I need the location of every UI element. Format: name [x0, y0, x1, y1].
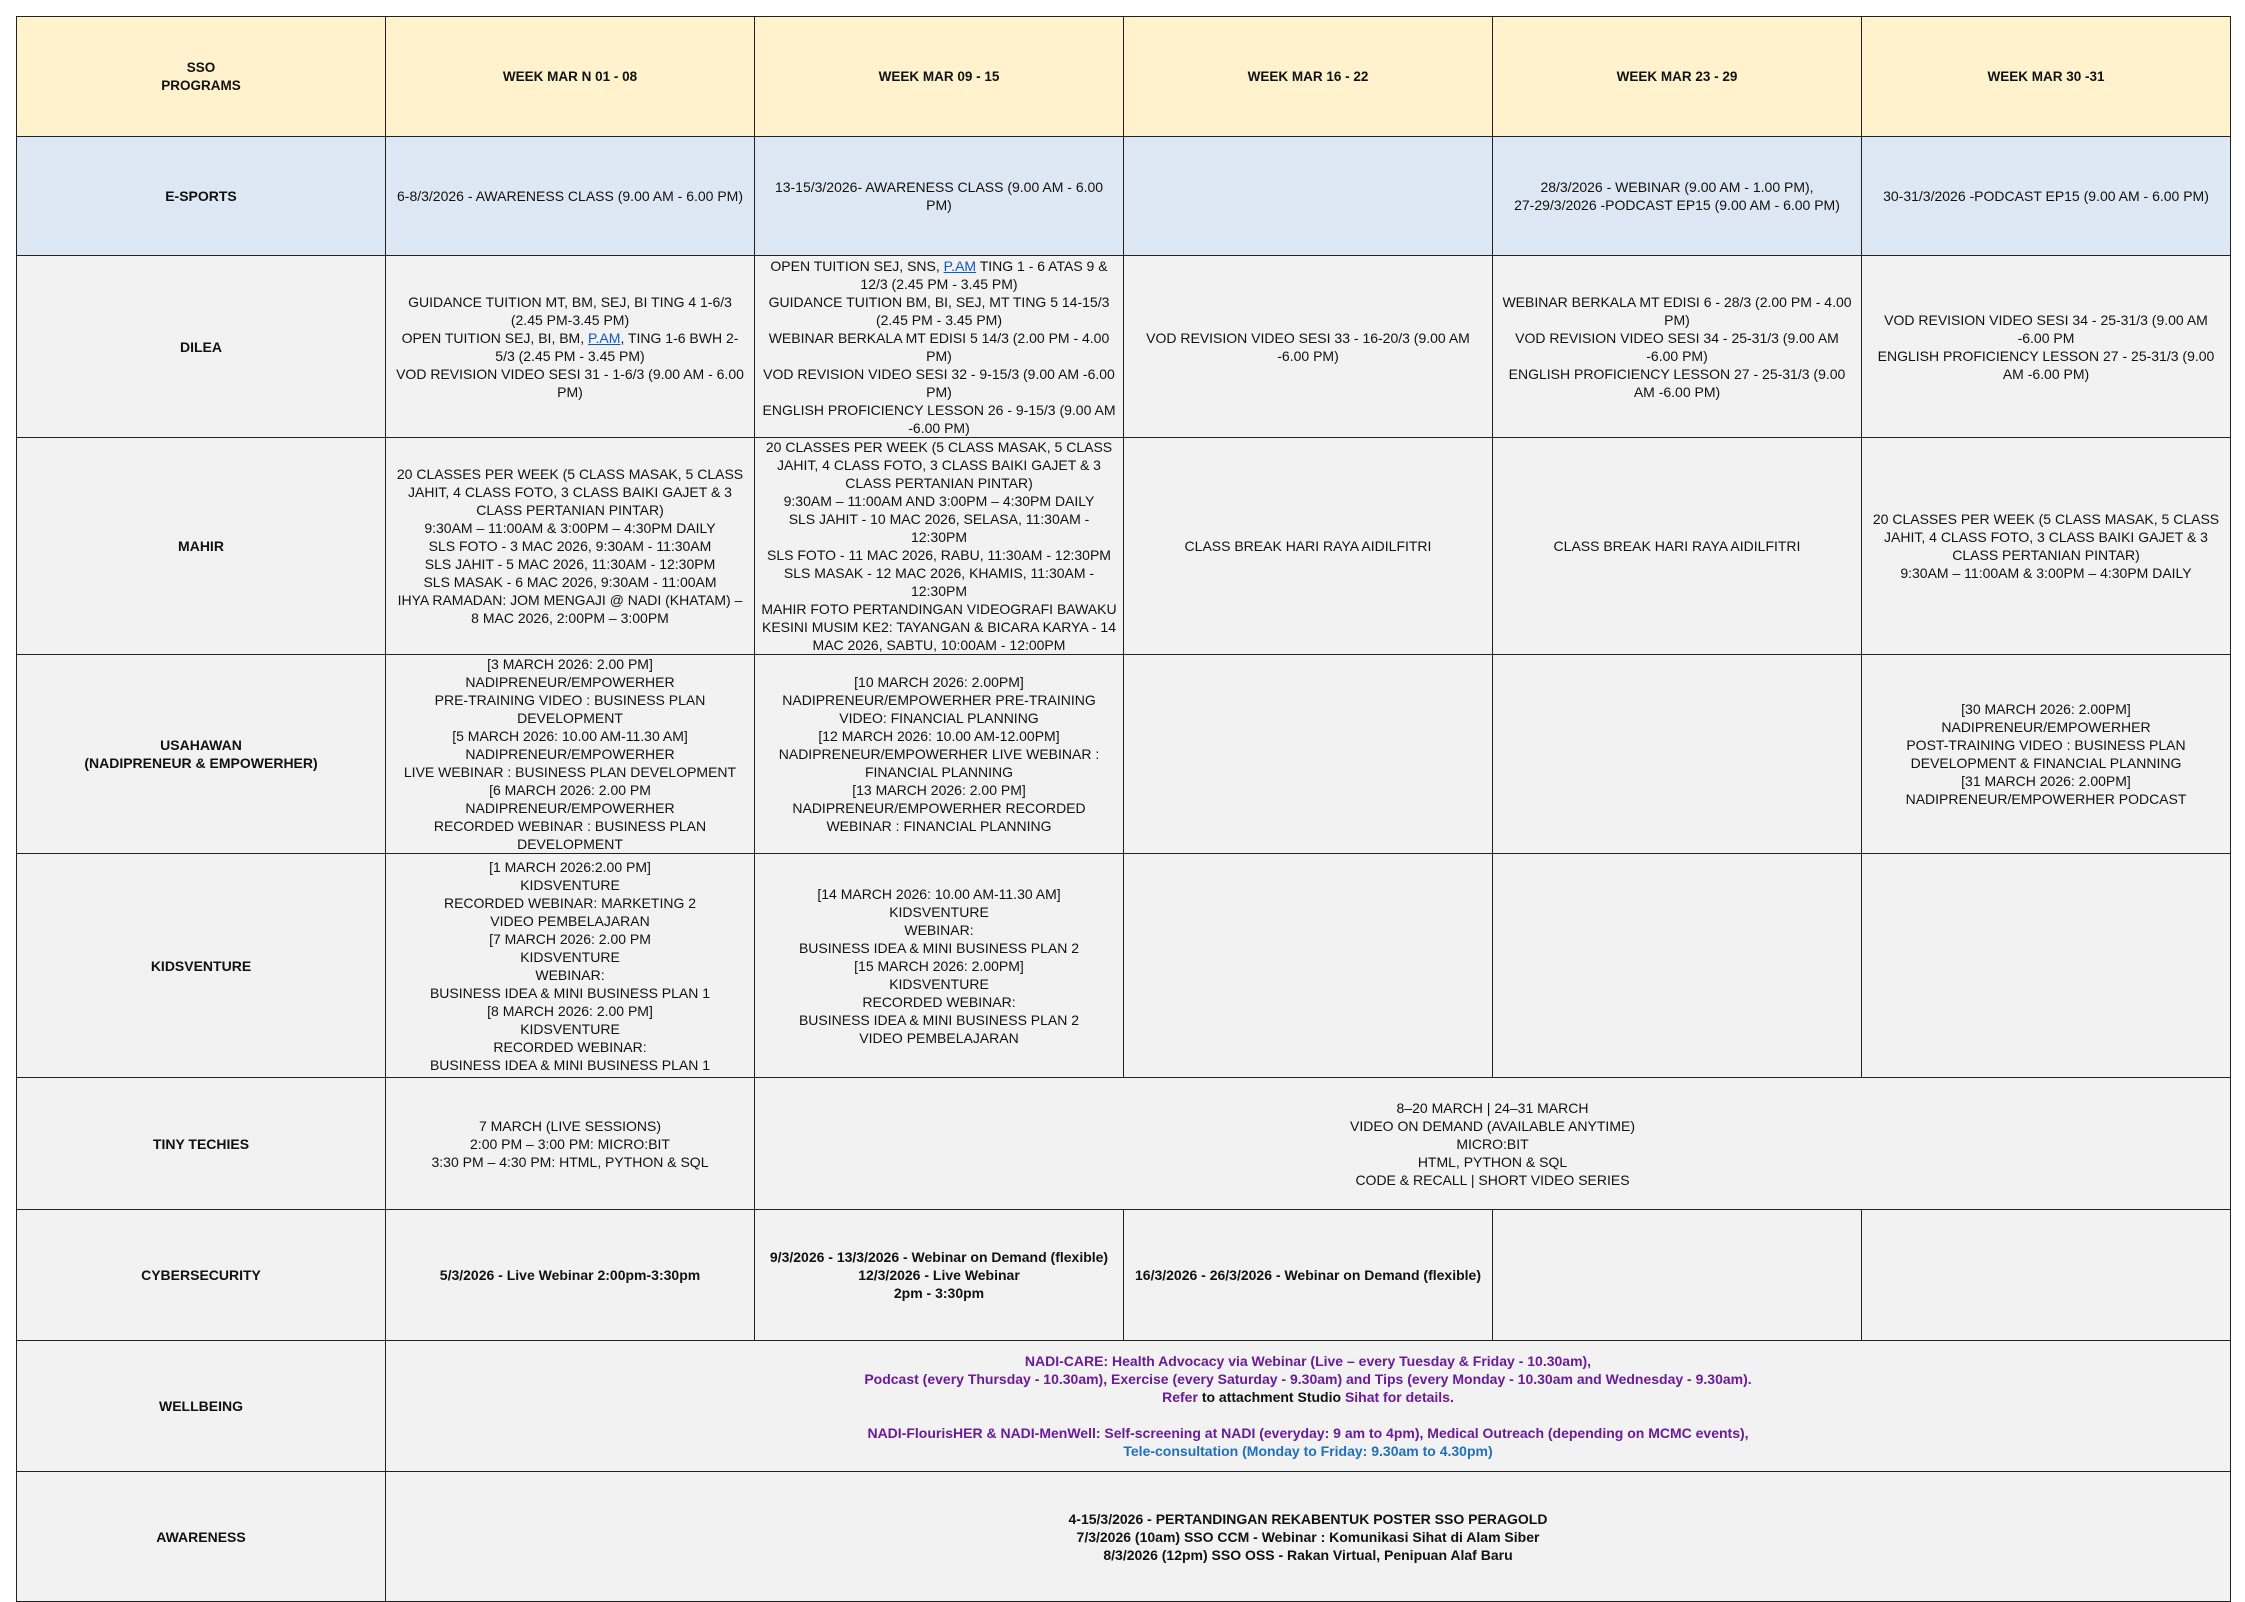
usahawan-w2-line: [10 MARCH 2026: 2.00PM]	[854, 674, 1024, 690]
dilea-w1-line2-post: , TING 1-6 BWH 2-5/3 (2.45 PM - 3.45 PM)	[495, 329, 739, 364]
esports-week-1: 6-8/3/2026 - AWARENESS CLASS (9.00 AM - 6.00 PM)	[386, 137, 755, 256]
esports-week-4	[1493, 137, 1862, 256]
usahawan-w1-line: [3 MARCH 2026: 2.00 PM]	[487, 656, 653, 672]
usahawan-week-3	[1124, 655, 1493, 854]
row-awareness	[17, 1472, 2231, 1602]
usahawan-w1-line: LIVE WEBINAR : BUSINESS PLAN DEVELOPMENT	[403, 764, 737, 780]
tiny-rest-line: MICRO:BIT	[1456, 1135, 1529, 1152]
dilea-w2-line2: GUIDANCE TUITION BM, BI, SEJ, MT TING 5 14-15/3 (2.45 PM - 3.45 PM)	[768, 293, 1110, 328]
usahawan-w1-line: [6 MARCH 2026: 2.00 PM	[489, 782, 651, 798]
tiny-rest-line: CODE & RECALL | SHORT VIDEO SERIES	[1355, 1171, 1630, 1188]
kids-w1-line: VIDEO PEMBELAJARAN	[490, 912, 650, 929]
kids-w1-line: KIDSVENTURE	[520, 1020, 620, 1037]
program-schedule-table	[16, 16, 2231, 1602]
pam-link[interactable]: P.AM	[943, 257, 977, 274]
row-kidsventure	[17, 854, 2231, 1078]
esports-week-2: 13-15/3/2026- AWARENESS CLASS (9.00 AM - 6.00 PM)	[755, 137, 1124, 256]
kids-w2-line: WEBINAR:	[904, 921, 974, 938]
usahawan-week-4	[1493, 655, 1862, 854]
kidsventure-week-5	[1862, 854, 2231, 1078]
esports-week-5: 30-31/3/2026 -PODCAST EP15 (9.00 AM - 6.00 PM)	[1862, 137, 2231, 256]
usahawan-w2-line: NADIPRENEUR/EMPOWERHER PRE-TRAINING VIDEO: FINANCIAL PLANNING	[782, 692, 1096, 726]
esports-week-3	[1124, 137, 1493, 256]
awareness-line: 7/3/2026 (10am) SSO CCM - Webinar : Komunikasi Sihat di Alam Siber	[1076, 1528, 1540, 1545]
awareness-line: 8/3/2026 (12pm) SSO OSS - Rakan Virtual, Penipuan Alaf Baru	[1103, 1546, 1513, 1563]
header-programs-line2: PROGRAMS	[161, 77, 241, 93]
kids-w1-line: RECORDED WEBINAR: MARKETING 2	[443, 894, 697, 911]
dilea-w1-line2	[392, 329, 748, 365]
row-usahawan	[17, 655, 2231, 854]
usahawan-w1-line: PRE-TRAINING VIDEO : BUSINESS PLAN DEVELOPMENT	[434, 692, 706, 726]
dilea-w1-line3: VOD REVISION VIDEO SESI 31 - 1-6/3 (9.00 AM - 6.00 PM)	[396, 365, 744, 400]
mahir-w2-line3: SLS JAHIT - 10 MAC 2026, SELASA, 11:30AM - 12:30PM	[788, 511, 1090, 545]
mahir-w1-line4: SLS JAHIT - 5 MAC 2026, 11:30AM - 12:30PM	[424, 556, 716, 572]
header-programs-line1: SSO	[186, 59, 216, 75]
tiny-w1-line: 7 MARCH (LIVE SESSIONS)	[478, 1117, 662, 1134]
mahir-w2-line5: SLS MASAK - 12 MAC 2026, KHAMIS, 11:30AM - 12:30PM	[783, 565, 1095, 599]
cyber-week-2	[755, 1210, 1124, 1341]
usahawan-w5-line: [30 MARCH 2026: 2.00PM]	[1961, 701, 2131, 717]
usahawan-w2-line: NADIPRENEUR/EMPOWERHER RECORDED WEBINAR : FINANCIAL PLANNING	[792, 800, 1086, 834]
dilea-w4-line3: ENGLISH PROFICIENCY LESSON 27 - 25-31/3 (9.00 AM -6.00 PM)	[1508, 365, 1846, 400]
mahir-w1-line5: SLS MASAK - 6 MAC 2026, 9:30AM - 11:00AM	[423, 574, 717, 590]
wellbeing-attachment: to attachment Studio	[1201, 1389, 1342, 1405]
usahawan-w1-line: [5 MARCH 2026: 10.00 AM-11.30 AM]	[452, 728, 688, 744]
tiny-rest-line: VIDEO ON DEMAND (AVAILABLE ANYTIME)	[1350, 1117, 1635, 1134]
tiny-w1-line: 3:30 PM – 4:30 PM: HTML, PYTHON & SQL	[431, 1153, 709, 1170]
cyber-w2-line: 9/3/2026 - 13/3/2026 - Webinar on Demand (flexible)	[769, 1249, 1109, 1265]
row-dilea	[17, 256, 2231, 438]
tiny-week-1	[386, 1078, 755, 1210]
usahawan-w2-line: NADIPRENEUR/EMPOWERHER LIVE WEBINAR : FINANCIAL PLANNING	[778, 746, 1100, 780]
mahir-week-1	[386, 438, 755, 655]
dilea-w5-line1: VOD REVISION VIDEO SESI 34 - 25-31/3 (9.00 AM -6.00 PM	[1884, 311, 2208, 346]
header-week-3: WEEK MAR 16 - 22	[1124, 17, 1493, 137]
mahir-w1-line3: SLS FOTO - 3 MAC 2026, 9:30AM - 11:30AM	[428, 538, 712, 554]
kids-w1-line: KIDSVENTURE	[520, 948, 620, 965]
cyber-w2-line: 12/3/2026 - Live Webinar	[858, 1267, 1020, 1283]
program-tiny-techies: TINY TECHIES	[17, 1078, 386, 1210]
cyber-w2-line: 2pm - 3:30pm	[893, 1285, 985, 1301]
header-week-2: WEEK MAR 09 - 15	[755, 17, 1124, 137]
mahir-w2-line4: SLS FOTO - 11 MAC 2026, RABU, 11:30AM - 12:30PM	[767, 547, 1111, 563]
wellbeing-all-weeks	[386, 1341, 2231, 1472]
kids-w1-line: [7 MARCH 2026: 2.00 PM	[489, 930, 651, 947]
tiny-rest-line: HTML, PYTHON & SQL	[1417, 1153, 1568, 1170]
dilea-w2-line1-post: TING 1 - 6 ATAS 9 & 12/3 (2.45 PM - 3.45 PM)	[860, 257, 1108, 292]
program-cybersecurity: CYBERSECURITY	[17, 1210, 386, 1341]
kids-w1-line: KIDSVENTURE	[520, 876, 620, 893]
usahawan-week-1	[386, 655, 755, 854]
dilea-week-3: VOD REVISION VIDEO SESI 33 - 16-20/3 (9.00 AM -6.00 PM)	[1124, 256, 1493, 438]
kids-w2-line: [14 MARCH 2026: 10.00 AM-11.30 AM]	[817, 885, 1061, 902]
awareness-line: 4-15/3/2026 - PERTANDINGAN REKABENTUK POSTER SSO PERAGOLD	[1068, 1510, 1548, 1527]
header-week-5: WEEK MAR 30 -31	[1862, 17, 2231, 137]
wellbeing-refer: Refer	[1162, 1389, 1198, 1405]
usahawan-week-2	[755, 655, 1124, 854]
kids-w2-line: KIDSVENTURE	[889, 975, 989, 992]
program-esports: E-SPORTS	[17, 137, 386, 256]
dilea-w2-line4: VOD REVISION VIDEO SESI 32 - 9-15/3 (9.00 AM -6.00 PM)	[763, 365, 1115, 400]
usahawan-w5-line: POST-TRAINING VIDEO : BUSINESS PLAN DEVELOPMENT & FINANCIAL PLANNING	[1906, 737, 2186, 771]
program-awareness: AWARENESS	[17, 1472, 386, 1602]
program-mahir: MAHIR	[17, 438, 386, 655]
kids-w1-line: RECORDED WEBINAR:	[493, 1038, 647, 1055]
row-mahir	[17, 438, 2231, 655]
usahawan-w1-line: RECORDED WEBINAR : BUSINESS PLAN DEVELOPMENT	[433, 818, 707, 852]
header-row	[17, 17, 2231, 137]
mahir-w5-line1: 20 CLASSES PER WEEK (5 CLASS MASAK, 5 CLASS JAHIT, 4 CLASS FOTO, 3 CLASS BAIKI GAJET & 3 CLASS PERTANIAN PINTAR)	[1872, 511, 2220, 563]
mahir-w1-line2: 9:30AM – 11:00AM & 3:00PM – 4:30PM DAILY	[424, 520, 716, 536]
row-esports	[17, 137, 2231, 256]
mahir-w1-line1: 20 CLASSES PER WEEK (5 CLASS MASAK, 5 CLASS JAHIT, 4 CLASS FOTO, 3 CLASS BAIKI GAJET & 3 CLASS PERTANIAN PINTAR)	[396, 466, 744, 518]
row-tiny-techies	[17, 1078, 2231, 1210]
usahawan-w2-line: [12 MARCH 2026: 10.00 AM-12.00PM]	[818, 728, 1060, 744]
pam-link[interactable]: P.AM	[588, 329, 621, 346]
mahir-week-3: CLASS BREAK HARI RAYA AIDILFITRI	[1124, 438, 1493, 655]
kids-w2-line: RECORDED WEBINAR:	[862, 993, 1016, 1010]
dilea-w5-line2: ENGLISH PROFICIENCY LESSON 27 - 25-31/3 (9.00 AM -6.00 PM)	[1877, 347, 2215, 382]
program-usahawan	[17, 655, 386, 854]
usahawan-w1-line: NADIPRENEUR/EMPOWERHER	[465, 746, 675, 762]
row-cybersecurity	[17, 1210, 2231, 1341]
dilea-w2-line3: WEBINAR BERKALA MT EDISI 5 14/3 (2.00 PM - 4.00 PM)	[768, 329, 1110, 364]
mahir-week-4: CLASS BREAK HARI RAYA AIDILFITRI	[1493, 438, 1862, 655]
program-wellbeing: WELLBEING	[17, 1341, 386, 1472]
kidsventure-week-3	[1124, 854, 1493, 1078]
kids-w2-line: VIDEO PEMBELAJARAN	[859, 1029, 1019, 1046]
mahir-w2-line1: 20 CLASSES PER WEEK (5 CLASS MASAK, 5 CLASS JAHIT, 4 CLASS FOTO, 3 CLASS BAIKI GAJET & 3 CLASS PERTANIAN PINTAR)	[765, 439, 1113, 491]
dilea-week-1	[386, 256, 755, 438]
row-wellbeing	[17, 1341, 2231, 1472]
kids-w1-line: BUSINESS IDEA & MINI BUSINESS PLAN 1	[429, 1056, 711, 1073]
mahir-week-5	[1862, 438, 2231, 655]
wellbeing-line5: Tele-consultation (Monday to Friday: 9.30am to 4.30pm)	[1123, 1443, 1493, 1459]
kids-w2-line: BUSINESS IDEA & MINI BUSINESS PLAN 2	[798, 939, 1080, 956]
kidsventure-week-2	[755, 854, 1124, 1078]
header-week-1: WEEK MAR N 01 - 08	[386, 17, 755, 137]
usahawan-name-line1: USAHAWAN	[160, 737, 242, 753]
kids-w1-line: [1 MARCH 2026:2.00 PM]	[489, 858, 651, 875]
esports-w4-line1: 28/3/2026 - WEBINAR (9.00 AM - 1.00 PM),	[1540, 179, 1814, 195]
cyber-week-3: 16/3/2026 - 26/3/2026 - Webinar on Demand (flexible)	[1124, 1210, 1493, 1341]
mahir-w1-line6: IHYA RAMADAN: JOM MENGAJI @ NADI (KHATAM) – 8 MAC 2026, 2:00PM – 3:00PM	[397, 592, 743, 626]
wellbeing-line1: NADI-CARE: Health Advocacy via Webinar (Live – every Tuesday & Friday - 10.30am),	[1024, 1353, 1592, 1369]
dilea-week-2	[755, 256, 1124, 438]
mahir-week-2	[755, 438, 1124, 655]
kids-w1-line: WEBINAR:	[535, 966, 605, 983]
kids-w1-line: [8 MARCH 2026: 2.00 PM]	[487, 1002, 653, 1019]
cyber-week-4	[1493, 1210, 1862, 1341]
tiny-weeks-2-5	[755, 1078, 2231, 1210]
awareness-all-weeks	[386, 1472, 2231, 1602]
header-week-4: WEEK MAR 23 - 29	[1493, 17, 1862, 137]
dilea-week-4	[1493, 256, 1862, 438]
wellbeing-line2: Podcast (every Thursday - 10.30am), Exercise (every Saturday - 9.30am) and Tips (every Monday - 10.30am and Wednesday - 9.30am).	[864, 1371, 1752, 1387]
usahawan-name-line2: (NADIPRENEUR & EMPOWERHER)	[84, 755, 318, 771]
kidsventure-week-4	[1493, 854, 1862, 1078]
wellbeing-line4: NADI-FlourisHER & NADI-MenWell: Self-screening at NADI (everyday: 9 am to 4pm), Medical Outreach (depending on MCMC events),	[867, 1425, 1749, 1441]
esports-w4-line2: 27-29/3/2026 -PODCAST EP15 (9.00 AM - 6.00 PM)	[1514, 197, 1840, 213]
kids-w2-line: [15 MARCH 2026: 2.00PM]	[854, 957, 1024, 974]
mahir-w5-line2: 9:30AM – 11:00AM & 3:00PM – 4:30PM DAILY	[1900, 565, 2192, 581]
usahawan-w5-line: [31 MARCH 2026: 2.00PM]	[1961, 773, 2131, 789]
wellbeing-spacer	[392, 1406, 2224, 1424]
kids-w1-line: BUSINESS IDEA & MINI BUSINESS PLAN 1	[429, 984, 711, 1001]
usahawan-w1-line: NADIPRENEUR/EMPOWERHER	[465, 800, 675, 816]
usahawan-w5-line: NADIPRENEUR/EMPOWERHER	[1941, 719, 2151, 735]
dilea-w2-line5: ENGLISH PROFICIENCY LESSON 26 - 9-15/3 (9.00 AM -6.00 PM)	[762, 401, 1116, 436]
dilea-w2-line1	[761, 257, 1117, 293]
kids-w2-line: KIDSVENTURE	[889, 903, 989, 920]
usahawan-week-5	[1862, 655, 2231, 854]
tiny-rest-line: 8–20 MARCH | 24–31 MARCH	[1396, 1099, 1589, 1116]
dilea-w2-line1-pre: OPEN TUITION SEJ, SNS,	[770, 257, 944, 274]
mahir-w2-line2: 9:30AM – 11:00AM AND 3:00PM – 4:30PM DAILY	[783, 493, 1095, 509]
dilea-w1-line2-pre: OPEN TUITION SEJ, BI, BM,	[401, 329, 588, 346]
kidsventure-week-1	[386, 854, 755, 1078]
cyber-week-1: 5/3/2026 - Live Webinar 2:00pm-3:30pm	[386, 1210, 755, 1341]
dilea-w4-line1: WEBINAR BERKALA MT EDISI 6 - 28/3 (2.00 PM - 4.00 PM)	[1502, 293, 1852, 328]
mahir-w2-line6: MAHIR FOTO PERTANDINGAN VIDEOGRAFI BAWAKU KESINI MUSIM KE2: TAYANGAN & BICARA KARYA - 14 MAC 2026, SABTU, 10:00AM - 12:00PM	[761, 601, 1117, 653]
dilea-w1-line1: GUIDANCE TUITION MT, BM, SEJ, BI TING 4 1-6/3 (2.45 PM-3.45 PM)	[408, 293, 732, 328]
wellbeing-line3	[392, 1388, 2224, 1406]
tiny-w1-line: 2:00 PM – 3:00 PM: MICRO:BIT	[470, 1135, 670, 1152]
dilea-w4-line2: VOD REVISION VIDEO SESI 34 - 25-31/3 (9.00 AM -6.00 PM)	[1515, 329, 1839, 364]
program-kidsventure: KIDSVENTURE	[17, 854, 386, 1078]
usahawan-w2-line: [13 MARCH 2026: 2.00 PM]	[852, 782, 1026, 798]
usahawan-w5-line: NADIPRENEUR/EMPOWERHER PODCAST	[1905, 791, 2187, 807]
dilea-week-5	[1862, 256, 2231, 438]
header-programs	[17, 17, 386, 137]
usahawan-w1-line: NADIPRENEUR/EMPOWERHER	[465, 674, 675, 690]
program-dilea: DILEA	[17, 256, 386, 438]
wellbeing-details: Sihat for details.	[1344, 1389, 1454, 1405]
cyber-week-5	[1862, 1210, 2231, 1341]
kids-w2-line: BUSINESS IDEA & MINI BUSINESS PLAN 2	[798, 1011, 1080, 1028]
